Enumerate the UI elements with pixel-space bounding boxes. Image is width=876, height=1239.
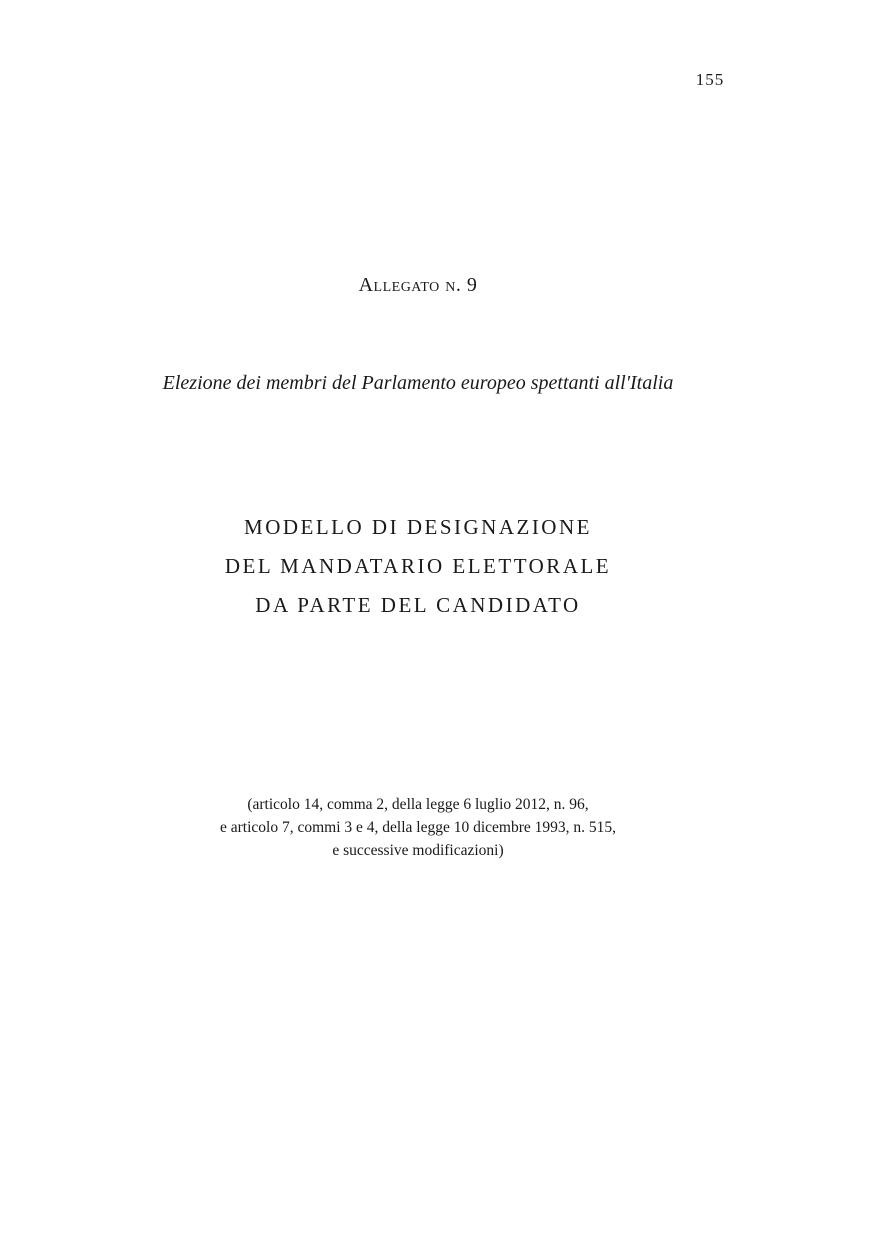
heading-line: DA PARTE DEL CANDIDATO	[255, 593, 581, 617]
legal-reference	[0, 793, 836, 862]
reference-line: (articolo 14, comma 2, della legge 6 luglio 2012, n. 96,	[247, 796, 589, 813]
reference-line: e articolo 7, commi 3 e 4, della legge 10 dicembre 1993, n. 515,	[220, 819, 616, 836]
reference-line: e successive modificazioni)	[332, 842, 504, 859]
document-subtitle: Elezione dei membri del Parlamento europeo spettanti all'Italia	[162, 372, 674, 394]
heading-line: MODELLO DI DESIGNAZIONE	[244, 515, 592, 539]
annex-title: Allegato n. 9	[358, 274, 478, 296]
document-heading	[0, 508, 836, 625]
page-number: 155	[695, 70, 725, 89]
heading-line: DEL MANDATARIO ELETTORALE	[224, 554, 612, 578]
